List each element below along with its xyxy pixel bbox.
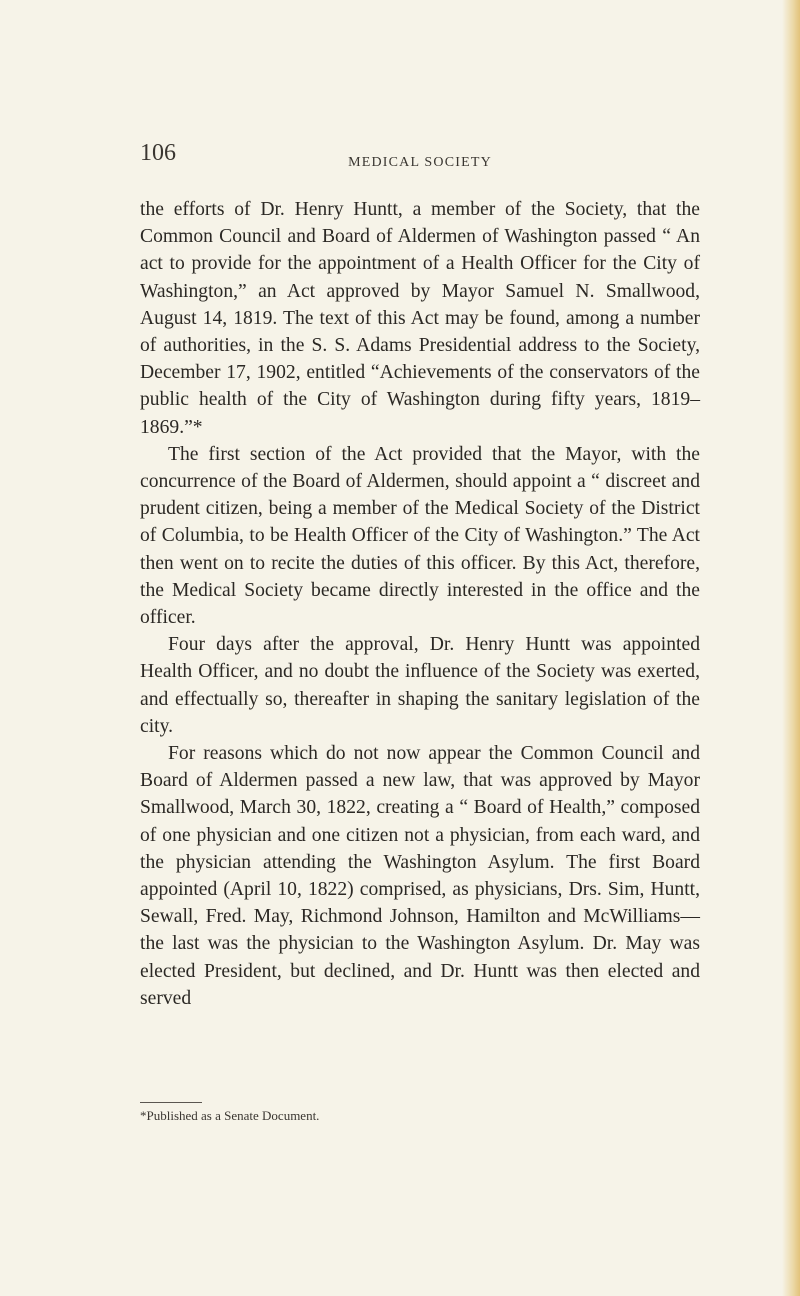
running-head: MEDICAL SOCIETY	[348, 155, 492, 170]
footnote-rule	[140, 1102, 202, 1103]
footnote: *Published as a Senate Document.	[140, 1108, 320, 1123]
page-header	[140, 140, 700, 180]
paragraph-4: For reasons which do not now appear the Common Council and Board of Aldermen passed a new law, that was approved by Mayor Smallwood, March 30, 1822, creating a “ Board of Health,” composed of one physician and one citizen not a physician, from each ward, and the physician attending the Washington Asylum. The first Board appointed (April 10, 1822) comprised, as physicians, Drs. Sim, Huntt, Sewall, Fred. May, Richmond Johnson, Hamilton and McWilliams—the last was the physician to the Washington Asylum. Dr. May was elected President, but declined, and Dr. Huntt was then elected and served	[140, 743, 700, 1009]
paragraph-1: the efforts of Dr. Henry Huntt, a member of the Society, that the Common Council and Board of Aldermen of Washington passed “ An act to provide for the appointment of a Health Officer for the City of Washington,” an Act approved by Mayor Samuel N. Smallwood, August 14, 1819. The text of this Act may be found, among a number of authorities, in the S. S. Adams Presidential address to the Society, December 17, 1902, entitled “Achievements of the conservators of the public health of the City of Washington during fifty years, 1819–1869.”*	[140, 199, 700, 438]
paragraph-2: The first section of the Act provided that the Mayor, with the concurrence of the Board of Aldermen, should appoint a “ discreet and prudent citizen, being a member of the Medical Society of the District of Columbia, to be Health Officer of the City of Washington.” The Act then went on to recite the duties of this officer. By this Act, therefore, the Medical Society became directly interested in the office and the officer.	[140, 443, 700, 629]
page-edge	[782, 0, 800, 1296]
paragraph-3: Four days after the approval, Dr. Henry Huntt was appointed Health Officer, and no doubt the influence of the Society was exerted, and effectually so, thereafter in shaping the sanitary legislation of the city.	[140, 634, 700, 737]
page-number: 106	[140, 140, 176, 166]
body-text	[140, 196, 700, 1012]
